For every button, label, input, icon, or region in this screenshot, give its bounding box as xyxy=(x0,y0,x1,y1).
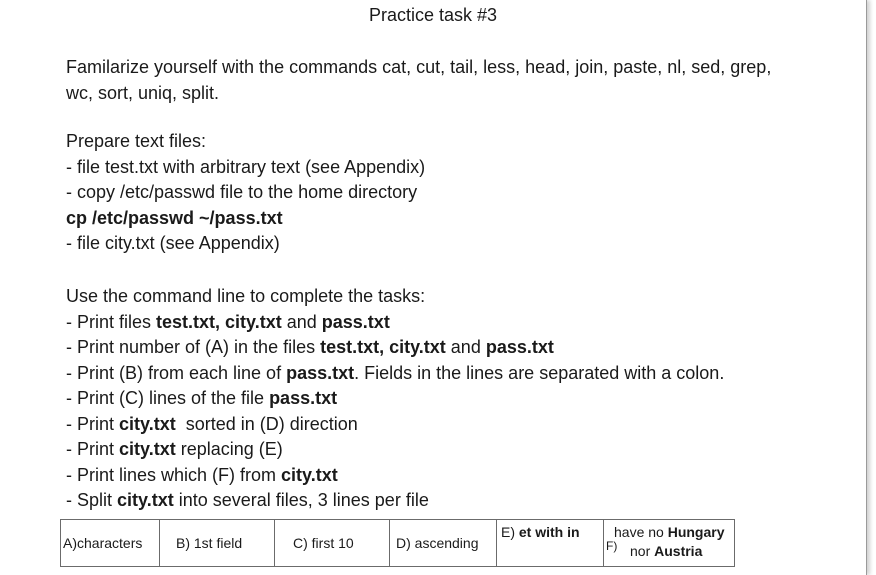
task-text: - Print xyxy=(66,413,120,434)
intro-line-2: wc, sort, uniq, split. xyxy=(66,82,220,103)
tasks-section xyxy=(66,284,724,514)
task-text: - Print (C) lines of the file xyxy=(66,388,270,408)
file-name: city.txt xyxy=(119,413,176,434)
task-print-sorted xyxy=(66,412,724,438)
key-letter: F) xyxy=(606,539,618,553)
file-name: city.txt xyxy=(281,464,338,485)
prepare-item-test: - file test.txt with arbitrary text (see Appendix) xyxy=(66,156,426,177)
page-title: Practice task #3 xyxy=(368,5,498,25)
key-cell-f xyxy=(604,520,735,567)
answer-key-table xyxy=(60,519,735,567)
key-cell-c: C) first 10 xyxy=(275,520,390,567)
key-cell-b: B) 1st field xyxy=(160,520,275,567)
task-text: - Print number of (A) in the files xyxy=(66,337,321,357)
key-value-line-2 xyxy=(630,543,702,559)
file-name: city.txt xyxy=(117,490,174,510)
intro-line-1: Familarize yourself with the commands cat, cut, tail, less, head, join, paste, nl, sed, grep, xyxy=(66,57,772,77)
key-letter: E) xyxy=(501,524,519,540)
task-text: replacing (E) xyxy=(175,439,283,459)
task-text: and xyxy=(281,311,322,332)
key-value: et with in xyxy=(518,524,580,540)
task-text: . Fields in the lines are separated with a colon. xyxy=(354,362,725,383)
task-print-files xyxy=(66,310,724,336)
key-cell-a: A)characters xyxy=(61,520,160,567)
file-names: test.txt, city.txt xyxy=(156,311,282,332)
file-name: pass.txt xyxy=(485,337,554,357)
task-print-replacing xyxy=(66,437,724,463)
key-text: nor xyxy=(630,543,655,559)
task-split xyxy=(66,488,724,514)
task-text: - Print xyxy=(66,439,120,459)
key-cell-e xyxy=(497,520,604,567)
file-names: test.txt, city.txt xyxy=(320,337,446,357)
prepare-item-copy: - copy /etc/passwd file to the home directory xyxy=(66,182,418,202)
task-print-field xyxy=(66,361,724,387)
key-cell-d: D) ascending xyxy=(390,520,497,567)
answer-key-row xyxy=(61,520,735,567)
task-text: - Split xyxy=(66,490,118,510)
task-text: - Print lines which (F) from xyxy=(66,464,282,485)
task-text: sorted in (D) direction xyxy=(175,413,358,434)
file-name: pass.txt xyxy=(269,388,338,408)
copy-command: cp /etc/passwd ~/pass.txt xyxy=(66,207,283,228)
tasks-heading: Use the command line to complete the tasks: xyxy=(66,286,426,306)
key-value-line-1 xyxy=(614,524,725,540)
key-text: have no xyxy=(614,524,668,540)
task-print-lines xyxy=(66,386,724,412)
intro-paragraph xyxy=(66,55,771,106)
prepare-heading: Prepare text files: xyxy=(66,131,207,151)
task-print-filtered xyxy=(66,463,724,489)
key-country: Austria xyxy=(654,543,703,559)
prepare-section xyxy=(66,129,425,257)
prepare-command-line xyxy=(66,206,425,232)
task-print-count xyxy=(66,335,724,361)
task-text: into several files, 3 lines per file xyxy=(173,490,429,510)
file-name: pass.txt xyxy=(286,362,355,383)
prepare-item-city: - file city.txt (see Appendix) xyxy=(66,233,280,253)
task-text: - Print (B) from each line of xyxy=(66,362,287,383)
file-name: city.txt xyxy=(119,439,176,459)
task-text: - Print files xyxy=(66,311,157,332)
key-country: Hungary xyxy=(667,524,725,540)
file-name: pass.txt xyxy=(321,311,390,332)
task-text: and xyxy=(445,337,486,357)
